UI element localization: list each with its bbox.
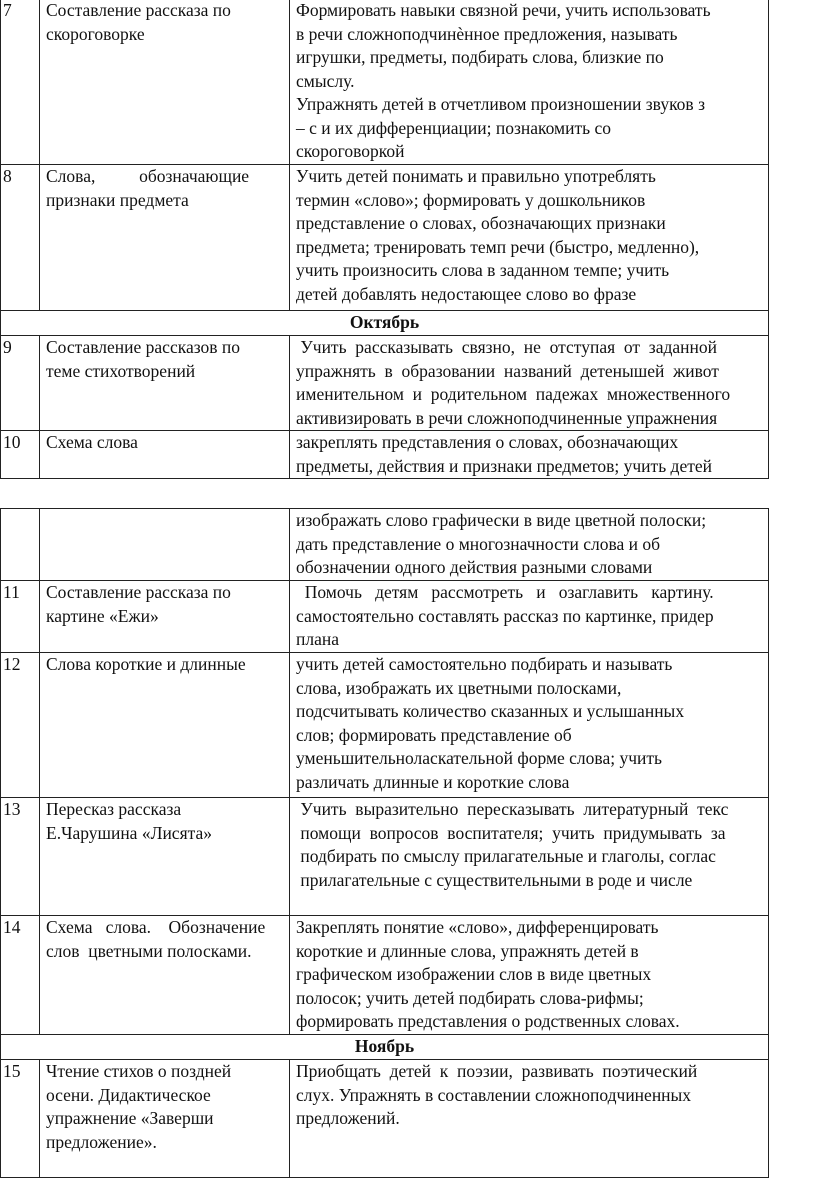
table-row (1, 798, 769, 916)
topic-line: Составление рассказов по (46, 337, 241, 357)
month-header-row (1, 1035, 769, 1060)
lesson-number: 9 (1, 336, 40, 431)
lesson-plan-table-part-1 (0, 0, 769, 479)
table-row (1, 653, 769, 798)
objective-line: слух. Упражнять в составлении сложноподчиненных (296, 1084, 692, 1105)
objective-line: предметы, действия и признаки предметов; учить детей (296, 455, 713, 476)
objective-line: дать представление о многозначности слова и об (296, 533, 661, 554)
objective-line: в речи сложноподчинѐнное предложения, называть (296, 23, 678, 44)
month-header: Ноябрь (1, 1035, 769, 1060)
lesson-topic (40, 1060, 290, 1178)
objective-line: подбирать по смыслу прилагательные и глаголы, соглас (296, 846, 716, 866)
objective-line: термин «слово»; формировать у дошкольников (296, 189, 646, 210)
lesson-topic (40, 509, 290, 581)
lesson-objectives (290, 509, 769, 581)
topic-line: теме стихотворений (46, 360, 196, 381)
objective-line: активизировать в речи сложноподчиненные упражнения (296, 407, 718, 428)
topic-line: осени. Дидактическое (46, 1084, 211, 1105)
lesson-topic (40, 798, 290, 916)
objective-line: слов; формировать представление об (296, 724, 572, 745)
objective-line: предмета; тренировать темп речи (быстро, медленно), (296, 236, 700, 257)
lesson-topic (40, 916, 290, 1035)
lesson-number (1, 509, 40, 581)
table-row (1, 431, 769, 479)
lesson-objectives (290, 916, 769, 1035)
topic-line: Слова короткие и длинные (46, 654, 246, 674)
topic-line: Составление рассказа по (46, 0, 231, 20)
lesson-number: 12 (1, 653, 40, 798)
topic-line: картине «Ежи» (46, 605, 159, 626)
objective-line: закреплять представления о словах, обозначающих (296, 432, 679, 452)
table-row (1, 509, 769, 581)
lesson-number: 11 (1, 581, 40, 653)
objective-line: обозначении одного действия разными словами (296, 557, 653, 577)
table-row (1, 0, 769, 165)
objective-line: Формировать навыки связной речи, учить использовать (296, 0, 711, 20)
objective-line: слова, изображать их цветными полосками, (296, 677, 622, 698)
table-row (1, 581, 769, 653)
month-header: Октябрь (1, 311, 769, 336)
objective-line: Учить детей понимать и правильно употреблять (296, 166, 656, 186)
topic-line: Чтение стихов о поздней (46, 1061, 232, 1081)
topic-line: Схема слова. Обозначение (46, 917, 266, 937)
lesson-number: 13 (1, 798, 40, 916)
objective-line: Помочь детям рассмотреть и озаглавить картину. (296, 582, 714, 602)
lesson-objectives (290, 336, 769, 431)
objective-line: короткие и длинные слова, упражнять детей в (296, 940, 639, 961)
table-row (1, 1060, 769, 1178)
lesson-objectives (290, 653, 769, 798)
objective-line: игрушки, предметы, подбирать слова, близкие по (296, 47, 664, 67)
lesson-number: 7 (1, 0, 40, 165)
lesson-topic (40, 336, 290, 431)
lesson-objectives (290, 431, 769, 479)
lesson-objectives (290, 798, 769, 916)
objective-line: смыслу. (296, 70, 355, 91)
lesson-number: 8 (1, 165, 40, 311)
objective-line: формировать представления о родственных словах. (296, 1011, 680, 1031)
objective-line: уменьшительноласкательной форме слова; учить (296, 748, 662, 768)
objective-line: различать длинные и короткие слова (296, 771, 570, 792)
lesson-objectives (290, 165, 769, 311)
topic-line: упражнение «Заверши (46, 1108, 214, 1128)
table-row (1, 165, 769, 311)
objective-line: учить произносить слова в заданном темпе; учить (296, 260, 670, 280)
lesson-objectives (290, 1060, 769, 1178)
lesson-plan-table-part-2 (0, 508, 769, 1178)
objective-line: предложений. (296, 1108, 400, 1128)
lesson-topic (40, 165, 290, 311)
topic-line: Пересказ рассказа (46, 799, 182, 819)
lesson-topic (40, 653, 290, 798)
topic-line: Слова, обозначающие (46, 166, 250, 186)
objective-line: упражнять в образовании названий детенышей живот (296, 360, 719, 381)
lesson-number: 10 (1, 431, 40, 479)
objective-line: учить детей самостоятельно подбирать и называть (296, 654, 673, 674)
topic-line: Е.Чарушина «Лисята» (46, 822, 213, 843)
objective-line: представление о словах, обозначающих признаки (296, 213, 666, 233)
objective-line: графическом изображении слов в виде цветных (296, 964, 652, 984)
objective-line: Учить выразительно пересказывать литературный текс (296, 799, 729, 819)
objective-line: полосок; учить детей подбирать слова-рифмы; (296, 987, 644, 1008)
lesson-topic (40, 581, 290, 653)
lesson-topic (40, 431, 290, 479)
objective-line: прилагательные с существительными в роде и числе (296, 869, 693, 890)
objective-line: – с и их дифференциации; познакомить со (296, 117, 611, 138)
objective-line: изображать слово графически в виде цветной полоски; (296, 510, 707, 530)
objective-line: Упражнять детей в отчетливом произношении звуков з (296, 94, 705, 114)
objective-line: плана (296, 629, 339, 649)
objective-line: Учить рассказывать связно, не отступая от заданной (296, 337, 718, 357)
topic-line: скороговорке (46, 23, 145, 44)
topic-line: Составление рассказа по (46, 582, 231, 602)
lesson-topic (40, 0, 290, 165)
topic-line: Схема слова (46, 432, 138, 452)
topic-line: предложение». (46, 1131, 157, 1152)
objective-line: Закреплять понятие «слово», дифференцировать (296, 917, 659, 937)
month-header-row (1, 311, 769, 336)
objective-line: именительном и родительном падежах множественного (296, 384, 731, 404)
objective-line: Приобщать детей к поэзии, развивать поэтический (296, 1061, 698, 1081)
table-row (1, 336, 769, 431)
table-row (1, 916, 769, 1035)
lesson-objectives (290, 581, 769, 653)
lesson-number: 15 (1, 1060, 40, 1178)
objective-line: помощи вопросов воспитателя; учить придумывать за (296, 822, 726, 843)
objective-line: подсчитывать количество сказанных и услышанных (296, 701, 685, 721)
objective-line: самостоятельно составлять рассказ по картинке, придер (296, 605, 714, 626)
lesson-number: 14 (1, 916, 40, 1035)
objective-line: скороговоркой (296, 141, 405, 161)
topic-line: слов цветными полосками. (46, 940, 252, 961)
objective-line: детей добавлять недостающее слово во фразе (296, 283, 637, 304)
lesson-objectives (290, 0, 769, 165)
topic-line: признаки предмета (46, 189, 189, 210)
